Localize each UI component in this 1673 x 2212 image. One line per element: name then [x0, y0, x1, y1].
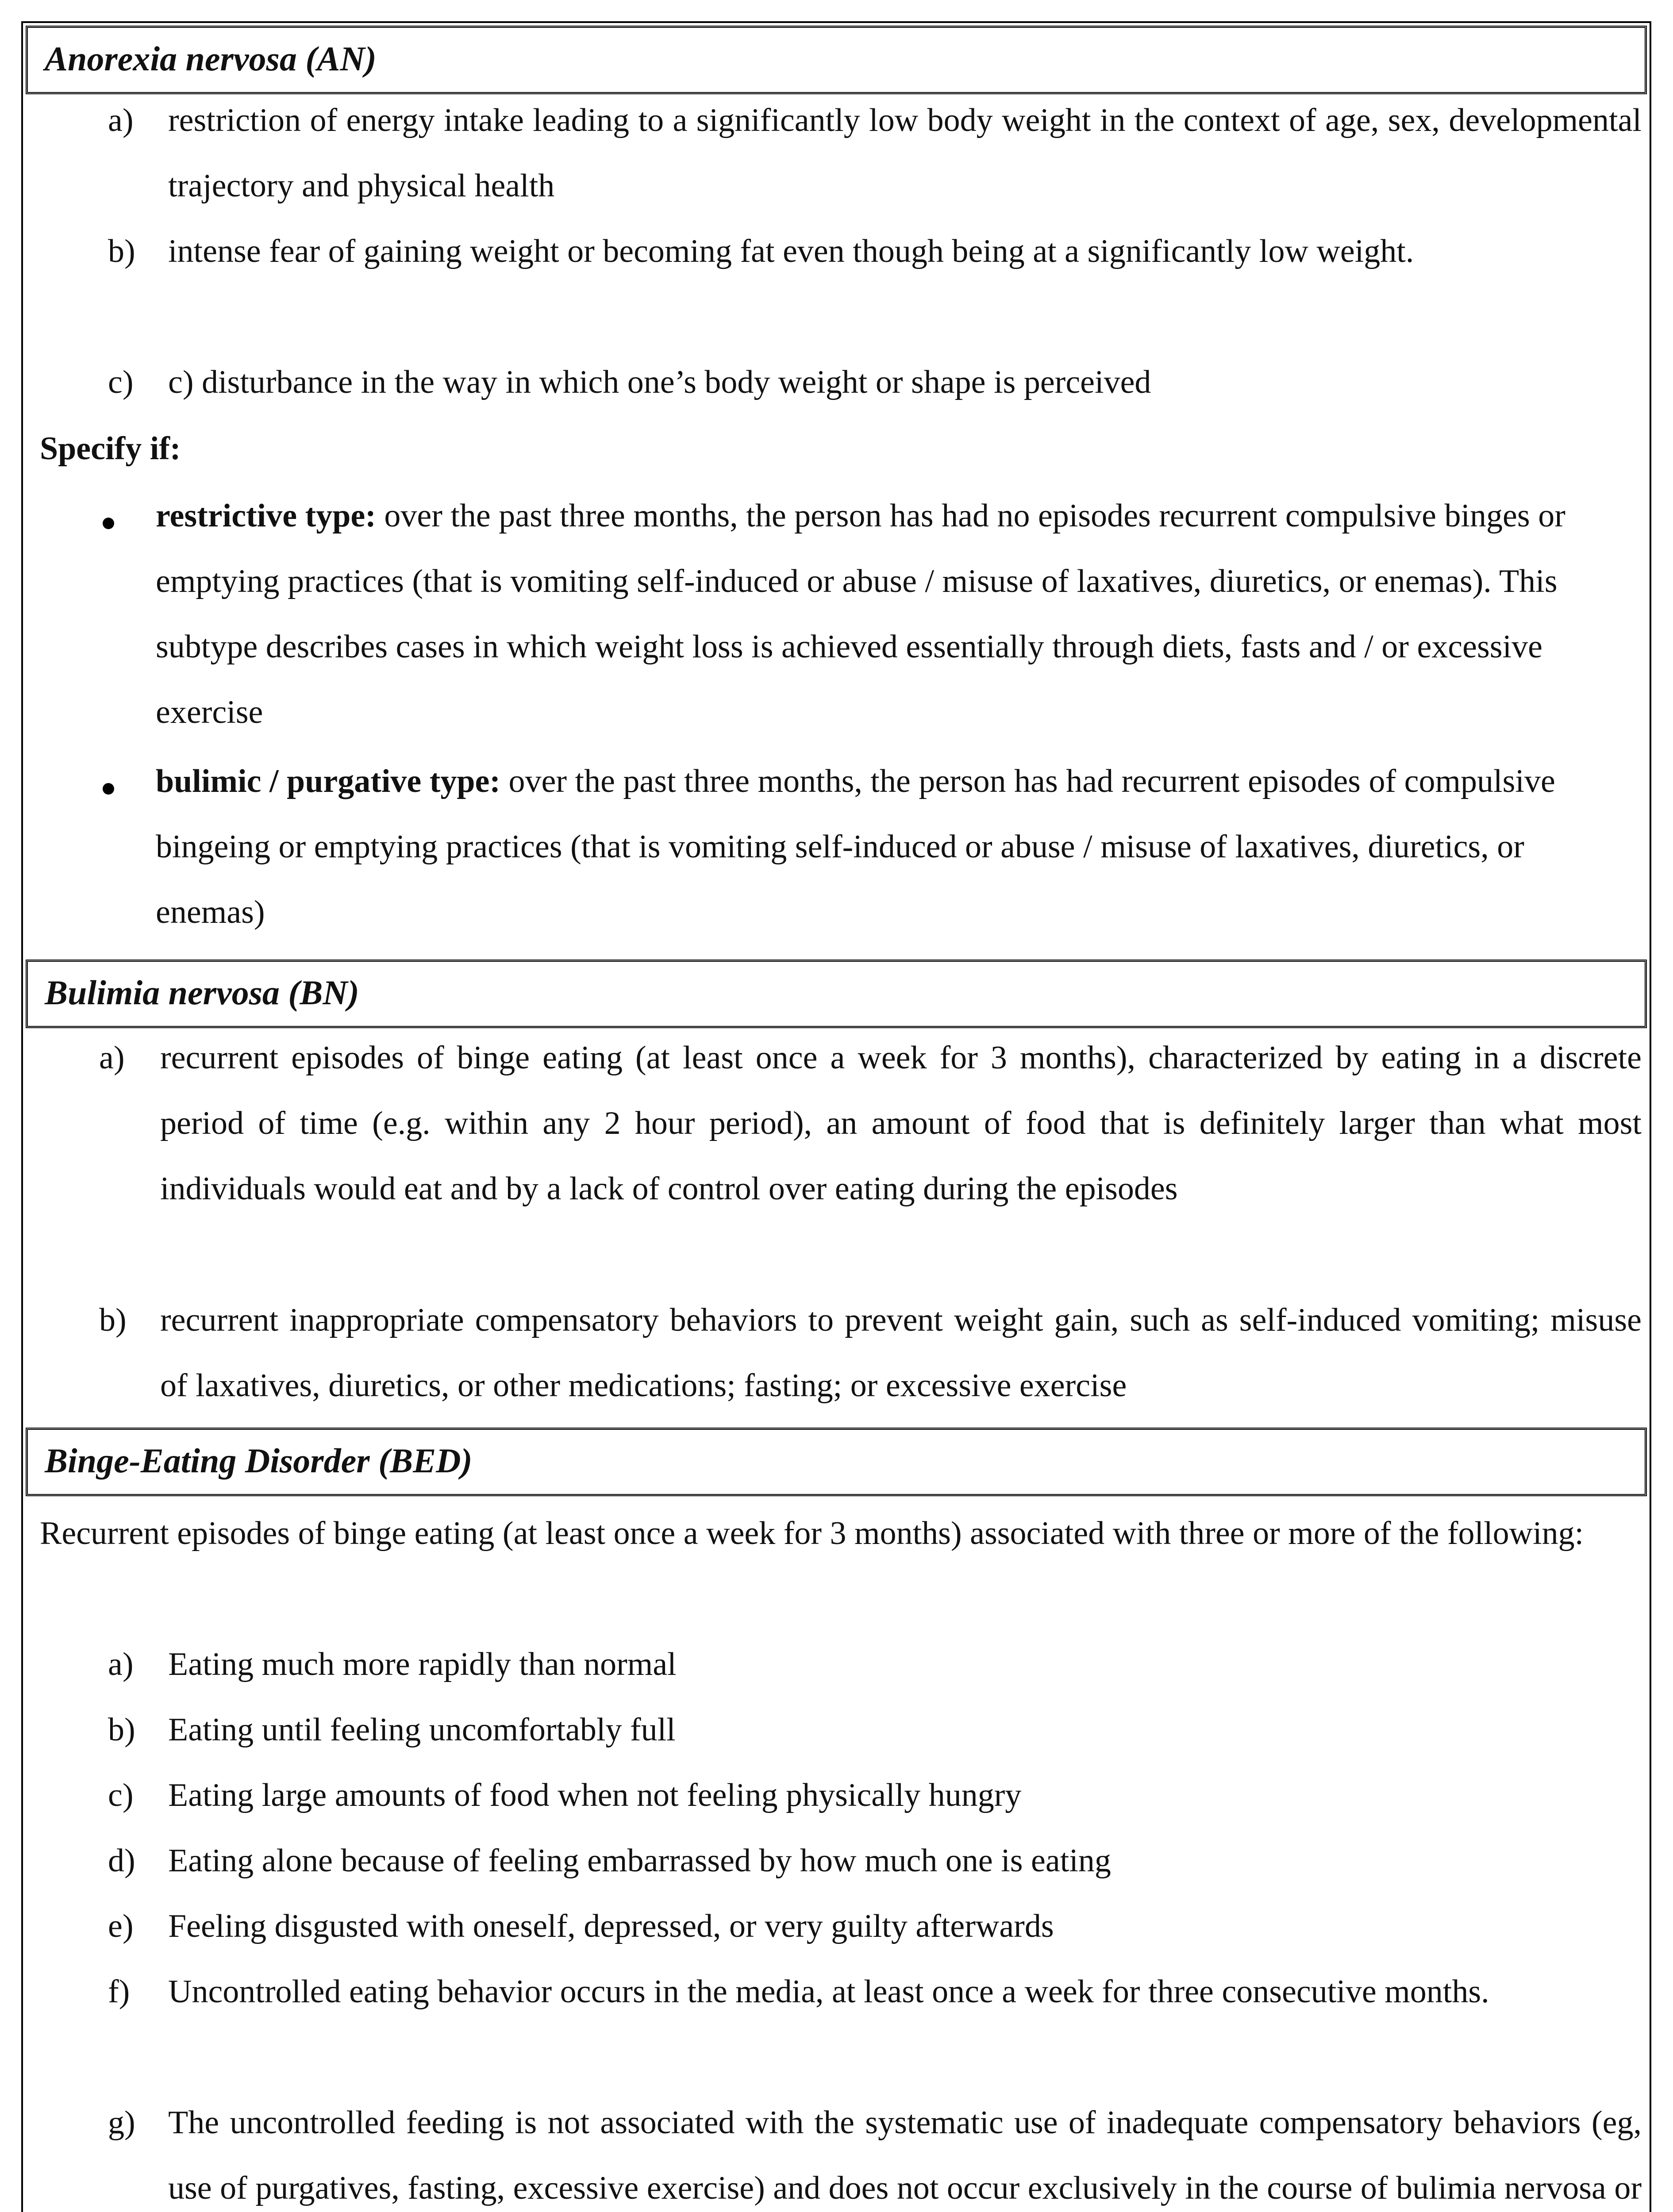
list-marker: b)	[108, 1712, 135, 1748]
section-header-anorexia: Anorexia nervosa (AN)	[26, 26, 1647, 94]
subtype-label: bulimic / purgative type:	[156, 763, 501, 799]
list-item: Eating much more rapidly than normal	[168, 1646, 677, 1682]
list-item: Feeling disgusted with oneself, depressed, or very guilty afterwards	[168, 1908, 1054, 1944]
list-marker: d)	[108, 1843, 135, 1879]
subtype-item-bulimic	[156, 749, 1629, 945]
subtype-label: restrictive type:	[156, 498, 376, 534]
list-item: intense fear of gaining weight or becoming fat even though being at a significantly low weight.	[168, 233, 1414, 269]
list-marker: c)	[108, 1777, 134, 1813]
list-item: Eating large amounts of food when not feeling physically hungry	[168, 1777, 1022, 1813]
specify-label: Specify if:	[40, 430, 181, 467]
list-item: c) disturbance in the way in which one’s body weight or shape is perceived	[168, 364, 1151, 400]
subtype-text: over the past three months, the person has had recurrent episodes of compulsive bingeing or emptying practices (that is vomiting self-induced or abuse / misuse of laxatives, diuretics, or enemas)	[156, 763, 1555, 930]
list-item: recurrent episodes of binge eating (at least once a week for 3 months), characterized by eating in a discrete period of time (e.g. within any 2 hour period), an amount of food that is definitely larger than what most individuals would eat and by a lack of control over eating during the episodes	[160, 1040, 1642, 1207]
list-marker: b)	[108, 233, 135, 269]
list-marker: c)	[108, 364, 134, 400]
criteria-table	[21, 21, 1651, 2212]
list-marker: a)	[108, 1646, 134, 1682]
list-marker: e)	[108, 1908, 134, 1944]
list-item: Eating until feeling uncomfortably full	[168, 1712, 676, 1748]
list-marker: f)	[108, 1974, 130, 2010]
subtype-item-restrictive	[156, 483, 1629, 745]
list-item: Eating alone because of feeling embarrassed by how much one is eating	[168, 1843, 1111, 1879]
list-marker: g)	[108, 2104, 135, 2141]
section-header-binge-eating: Binge-Eating Disorder (BED)	[26, 1428, 1647, 1496]
bullet-icon	[103, 783, 114, 795]
list-marker: b)	[99, 1302, 127, 1338]
list-item: recurrent inappropriate compensatory behaviors to prevent weight gain, such as self-induced vomiting; misuse of laxatives, diuretics, or other medications; fasting; or excessive exercise	[160, 1302, 1642, 1404]
list-item: restriction of energy intake leading to a significantly low body weight in the context of age, sex, developmental trajectory and physical health	[168, 102, 1642, 204]
bullet-icon	[103, 518, 114, 529]
list-item: The uncontrolled feeding is not associated with the systematic use of inadequate compensatory behaviors (eg, use of purgatives, fasting, excessive exercise) and does not occur exclusively in the course of bulimia nervosa or	[168, 2104, 1642, 2206]
list-marker: a)	[99, 1040, 125, 1076]
subtype-text: over the past three months, the person has had no episodes recurrent compulsive binges or emptying practices (that is vomiting self-induced or abuse / misuse of laxatives, diuretics, or enemas). This subtype describes cases in which weight loss is achieved essentially through diets, fasts and / or excessive exercise	[156, 498, 1565, 730]
list-marker: a)	[108, 102, 134, 138]
section-header-bulimia: Bulimia nervosa (BN)	[26, 960, 1647, 1028]
list-item: Uncontrolled eating behavior occurs in the media, at least once a week for three consecutive months.	[168, 1974, 1489, 2010]
bed-intro: Recurrent episodes of binge eating (at least once a week for 3 months) associated with three or more of the following:	[40, 1515, 1584, 1551]
